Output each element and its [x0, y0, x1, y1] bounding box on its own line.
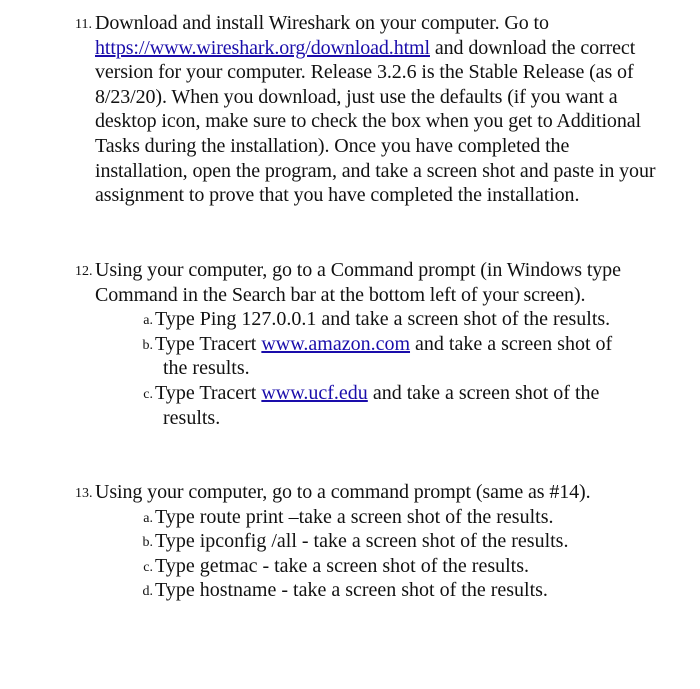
- ucf-link[interactable]: www.ucf.edu: [261, 381, 368, 404]
- sub-item-text: Type route print –take a screen shot of the results.: [155, 505, 554, 528]
- sub-item-text: [155, 332, 665, 381]
- amazon-link[interactable]: www.amazon.com: [261, 332, 411, 355]
- sub-text-after-link: and take a screen shot of the: [367, 381, 600, 404]
- list-item-12: [75, 258, 665, 430]
- sub-item-letter: b.: [142, 535, 153, 551]
- list-item-11: [75, 11, 665, 208]
- sub-text-continuation: results.: [163, 406, 221, 429]
- item-text-before-link: Download and install Wireshark on your computer. Go to: [95, 12, 549, 34]
- item-text-after-link: and download the correct version for your computer. Release 3.2.6 is the Stable Release (as of 8/23/20). When you download, just use the defaults (if you want a desktop icon, make sure to check the box when you get to Additional Tasks during the installation). Once you have completed the installation, open the program, and take a screen shot and paste in your assignment to prove that you have completed the installation.: [95, 36, 656, 207]
- item-text: [95, 11, 665, 208]
- sub-item-text: [155, 381, 665, 430]
- sub-item-c: [143, 381, 665, 430]
- wireshark-download-link[interactable]: https://www.wireshark.org/download.html: [95, 36, 430, 59]
- item-text: Using your computer, go to a Command prompt (in Windows type Command in the Search bar at the bottom left of your screen).: [95, 259, 621, 306]
- item-number: 13.: [75, 486, 93, 501]
- sub-item-text: Type ipconfig /all - take a screen shot of the results.: [155, 530, 569, 553]
- sub-item-letter: b.: [142, 337, 153, 353]
- sub-text-before-link: Type Tracert: [155, 332, 262, 355]
- sub-item-letter: c.: [143, 386, 153, 402]
- sub-item-a: [143, 307, 665, 332]
- item-text: Using your computer, go to a command prompt (same as #14).: [95, 481, 591, 503]
- item-number: 12.: [75, 264, 93, 279]
- sub-item-letter: d.: [142, 584, 153, 600]
- sub-item-text: Type getmac - take a screen shot of the results.: [155, 554, 530, 577]
- sub-text-before-link: Type Tracert: [155, 381, 262, 404]
- sub-item-letter: a.: [143, 313, 153, 329]
- sub-text-continuation: the results.: [163, 357, 250, 380]
- list-item-13: [75, 480, 665, 603]
- sub-item-c: [143, 554, 665, 579]
- sub-item-text: Type hostname - take a screen shot of the results.: [155, 579, 548, 602]
- sub-text-after-link: and take a screen shot of: [410, 332, 613, 355]
- sub-item-d: [142, 578, 665, 603]
- item-number: 11.: [75, 17, 92, 32]
- sub-item-letter: a.: [143, 510, 153, 526]
- sub-item-letter: c.: [143, 559, 153, 575]
- sub-item-a: [143, 505, 665, 530]
- sub-item-b: [142, 332, 665, 381]
- sub-item-text: Type Ping 127.0.0.1 and take a screen shot of the results.: [155, 308, 611, 331]
- sub-item-b: [142, 529, 665, 554]
